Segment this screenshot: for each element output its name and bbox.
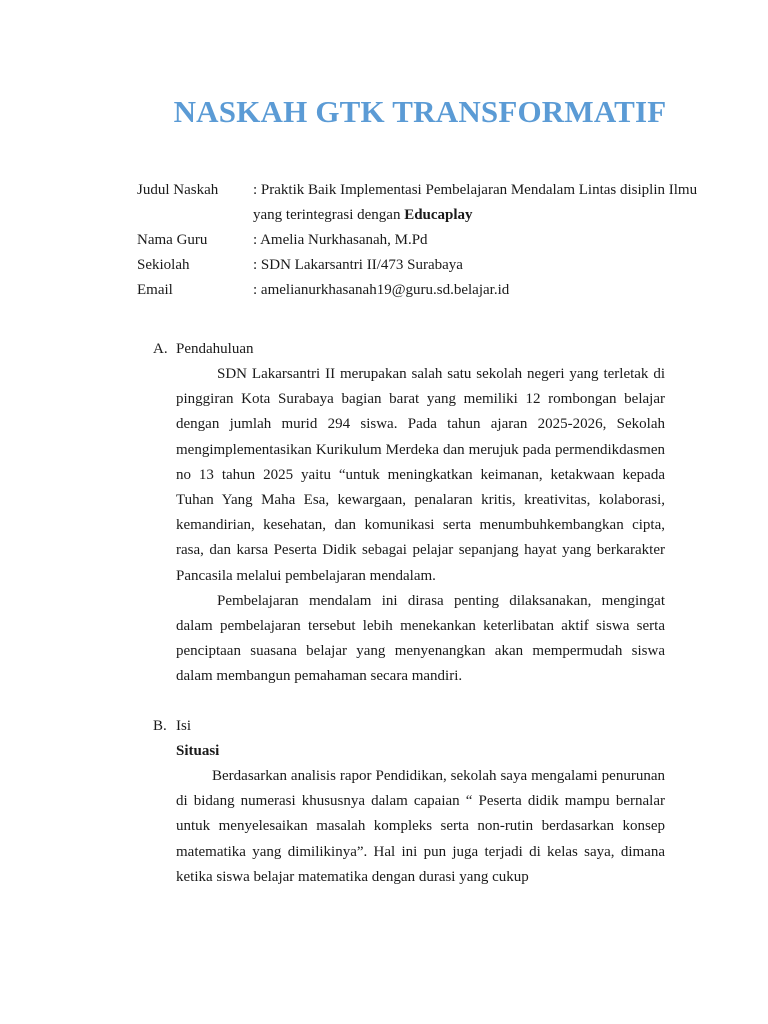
section-a-letter: A. [153,341,168,357]
meta-row-email [137,278,727,303]
section-b-letter: B. [153,718,167,734]
section-b-title: Isi [176,718,191,734]
section-a-paragraph-1: SDN Lakarsantri II merupakan salah satu sekolah negeri yang terletak di pinggiran Kota Surabaya bagian barat yang memiliki 12 rombongan belajar dengan jumlah murid 294 siswa. Pada tahun ajaran 2025-2026, Sekolah mengimplementasikan Kurikulum Merdeka dan merujuk pada permendikdasmen no 13 tahun 2025 yaitu “untuk meningkatkan keimanan, ketakwaan kepada Tuhan Yang Maha Esa, kewargaan, penalaran kritis, kreativitas, kolaborasi, kemandirian, kesehatan, dan komunikasi serta menumbuhkembangkan cipta, rasa, dan karsa Peserta Didik sebagai pelajar sepanjang hayat yang berkarakter Pancasila melalui pembelajaran mendalam. [176,366,665,584]
judul-bold-text: Educaplay [404,207,473,223]
sekolah-value: : SDN Lakarsantri II/473 Surabaya [253,257,463,273]
judul-label: Judul Naskah [137,182,219,198]
section-b-paragraph-1: Berdasarkan analisis rapor Pendidikan, sekolah saya mengalami penurunan di bidang numerasi khususnya dalam capaian “ Peserta didik mampu bernalar untuk menyelesaikan masalah kompleks serta non-rutin berdasarkan konsep matematika yang dimilikinya”. Hal ini pun juga terjadi di kelas saya, dimana ketika siswa belajar matematika dengan durasi yang cukup [176,768,665,885]
judul-value [253,178,727,228]
nama-value: : Amelia Nurkhasanah, M.Pd [253,232,428,248]
meta-row-nama [137,228,727,253]
email-value: : amelianurkhasanah19@guru.sd.belajar.id [253,282,510,298]
section-a-heading [153,337,665,362]
meta-row-sekolah [137,253,727,278]
section-a-paragraph-2: Pembelajaran mendalam ini dirasa penting dilaksanakan, mengingat dalam pembelajaran tersebut lebih menekankan keterlibatan aktif siswa serta penciptaan suasana belajar yang menyenangkan akan mempermudah siswa dalam membangun pemahaman secara mandiri. [176,592,665,685]
meta-row-judul [137,178,727,228]
section-pendahuluan [153,337,665,690]
judul-text: : Praktik Baik Implementasi Pembelajaran Mendalam Lintas disiplin Ilmu yang terintegrasi dengan [253,182,698,223]
section-a-title: Pendahuluan [176,341,254,357]
nama-label: Nama Guru [137,232,208,248]
email-label: Email [137,282,173,298]
document-metadata [137,178,727,303]
section-b-body [176,764,665,890]
section-a-body [176,362,665,690]
situasi-subheading: Situasi [176,743,220,759]
section-isi [153,714,665,890]
document-title: NASKAH GTK TRANSFORMATIF [173,94,667,129]
section-b-heading [153,714,665,739]
sekolah-label: Sekiolah [137,257,190,273]
